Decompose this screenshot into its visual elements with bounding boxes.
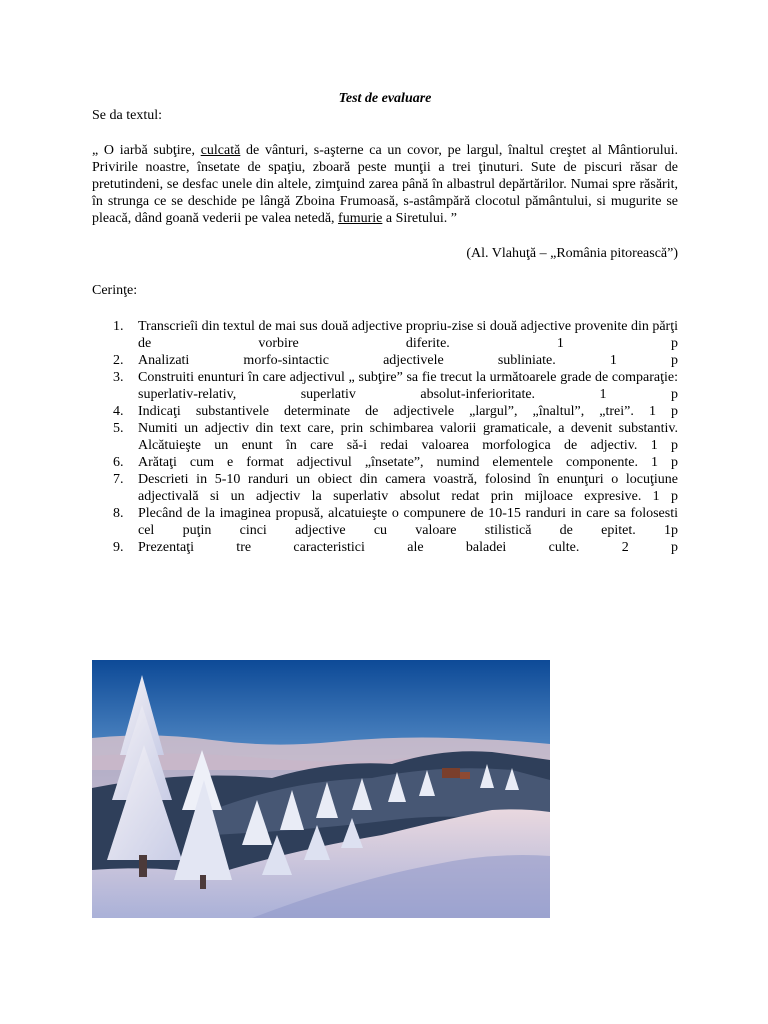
question-number: 8. [113, 506, 124, 521]
question-text: Plecând de la imaginea propusă, alcatuieşte o compunere de 10-15 randuri in care sa folosesti cel puţin cinci adjective cu valoare stilistică de epitet. [138, 506, 678, 538]
question-number: 2. [113, 353, 124, 368]
question-points: 1p [664, 523, 679, 538]
question-number: 3. [113, 370, 124, 385]
question-text: Transcrieîi din textul de mai sus două adjective propriu-zise si două adjective provenite din părţi de vorbire diferite. [138, 319, 678, 351]
document-page [92, 90, 678, 556]
question-3 [92, 369, 678, 403]
question-number: 4. [113, 404, 124, 419]
passage-text-2: de vânturi, s-aşterne ca un covor, pe largul, înaltul creştet al Mântiorului. Privirile noastre, însetate de spaţiu, zboară peste munţii a trei ţinuturi. Sute de piscuri răsar de pretutindeni, se desfac unele din altele, zimţuind zarea până în albastrul depărtărilor. Numai spre răsărit, în strunga ce se deschide pe lângă Zboina Frumoasă, s-astâmpără clocotul pământului, si mugurite se pleacă, dând goană vederii pe valea netedă, [92, 143, 678, 226]
questions-list [92, 318, 678, 556]
question-points: 1 p [648, 404, 679, 419]
question-points: 1 p [650, 438, 679, 453]
question-6 [92, 454, 678, 471]
given-label: Se da textul: [92, 108, 162, 123]
question-text: Analizati morfo-sintactic adjectivele subliniate. [138, 353, 556, 368]
source-citation: (Al. Vlahuţă – „România pitorească”) [466, 246, 678, 261]
question-9 [92, 539, 678, 556]
underlined-word-1: culcată [200, 143, 241, 158]
question-points: 2 p [621, 540, 679, 555]
question-number: 1. [113, 319, 124, 334]
question-points: 1 p [650, 455, 679, 470]
underlined-word-2: fumurie [338, 211, 383, 226]
question-text: Prezentaţi tre caracteristici ale baladei culte. [138, 540, 580, 555]
question-number: 5. [113, 421, 124, 436]
question-7 [92, 471, 678, 505]
question-points: 1 p [556, 336, 678, 351]
page-title: Test de evaluare [338, 91, 432, 106]
passage [92, 142, 678, 227]
question-number: 7. [113, 472, 124, 487]
passage-text-1: „ O iarbă subţire, [92, 143, 201, 158]
question-4 [92, 403, 678, 420]
question-number: 9. [113, 540, 124, 555]
question-5 [92, 420, 678, 454]
question-number: 6. [113, 455, 124, 470]
requirements-label: Cerinţe: [92, 283, 138, 298]
question-text: Arătaţi cum e format adjectivul „însetate”, numind elementele componente. [138, 455, 638, 470]
question-8 [92, 505, 678, 539]
question-points: 1 p [599, 387, 679, 402]
question-text: Numiti un adjectiv din text care, prin schimbarea valorii gramaticale, a devenit substantiv. Alcătuieşte un enunt în care să-i redai valoarea morfologica de adjectiv. [138, 421, 678, 453]
question-2 [92, 352, 678, 369]
passage-text-3: a Siretului. ” [382, 211, 458, 226]
question-points: 1 p [609, 353, 679, 368]
question-1 [92, 318, 678, 352]
question-text: Descrieti in 5-10 randuri un obiect din camera voastră, folosind în enunţuri o locuţiune adjectivală si un adjectiv la superlativ absolut redat prin mijloace expresive. [138, 472, 678, 504]
question-points: 1 p [652, 489, 679, 504]
question-text: Indicaţi substantivele determinate de adjectivele „largul”, „înaltul”, „trei”. [138, 404, 634, 419]
winter-landscape-photo [92, 660, 550, 918]
question-text: Construiti enunturi în care adjectivul „ subţire” sa fie trecut la următoarele grade de comparaţie: superlativ-relativ, superlativ absolut-inferioritate. [138, 370, 678, 402]
